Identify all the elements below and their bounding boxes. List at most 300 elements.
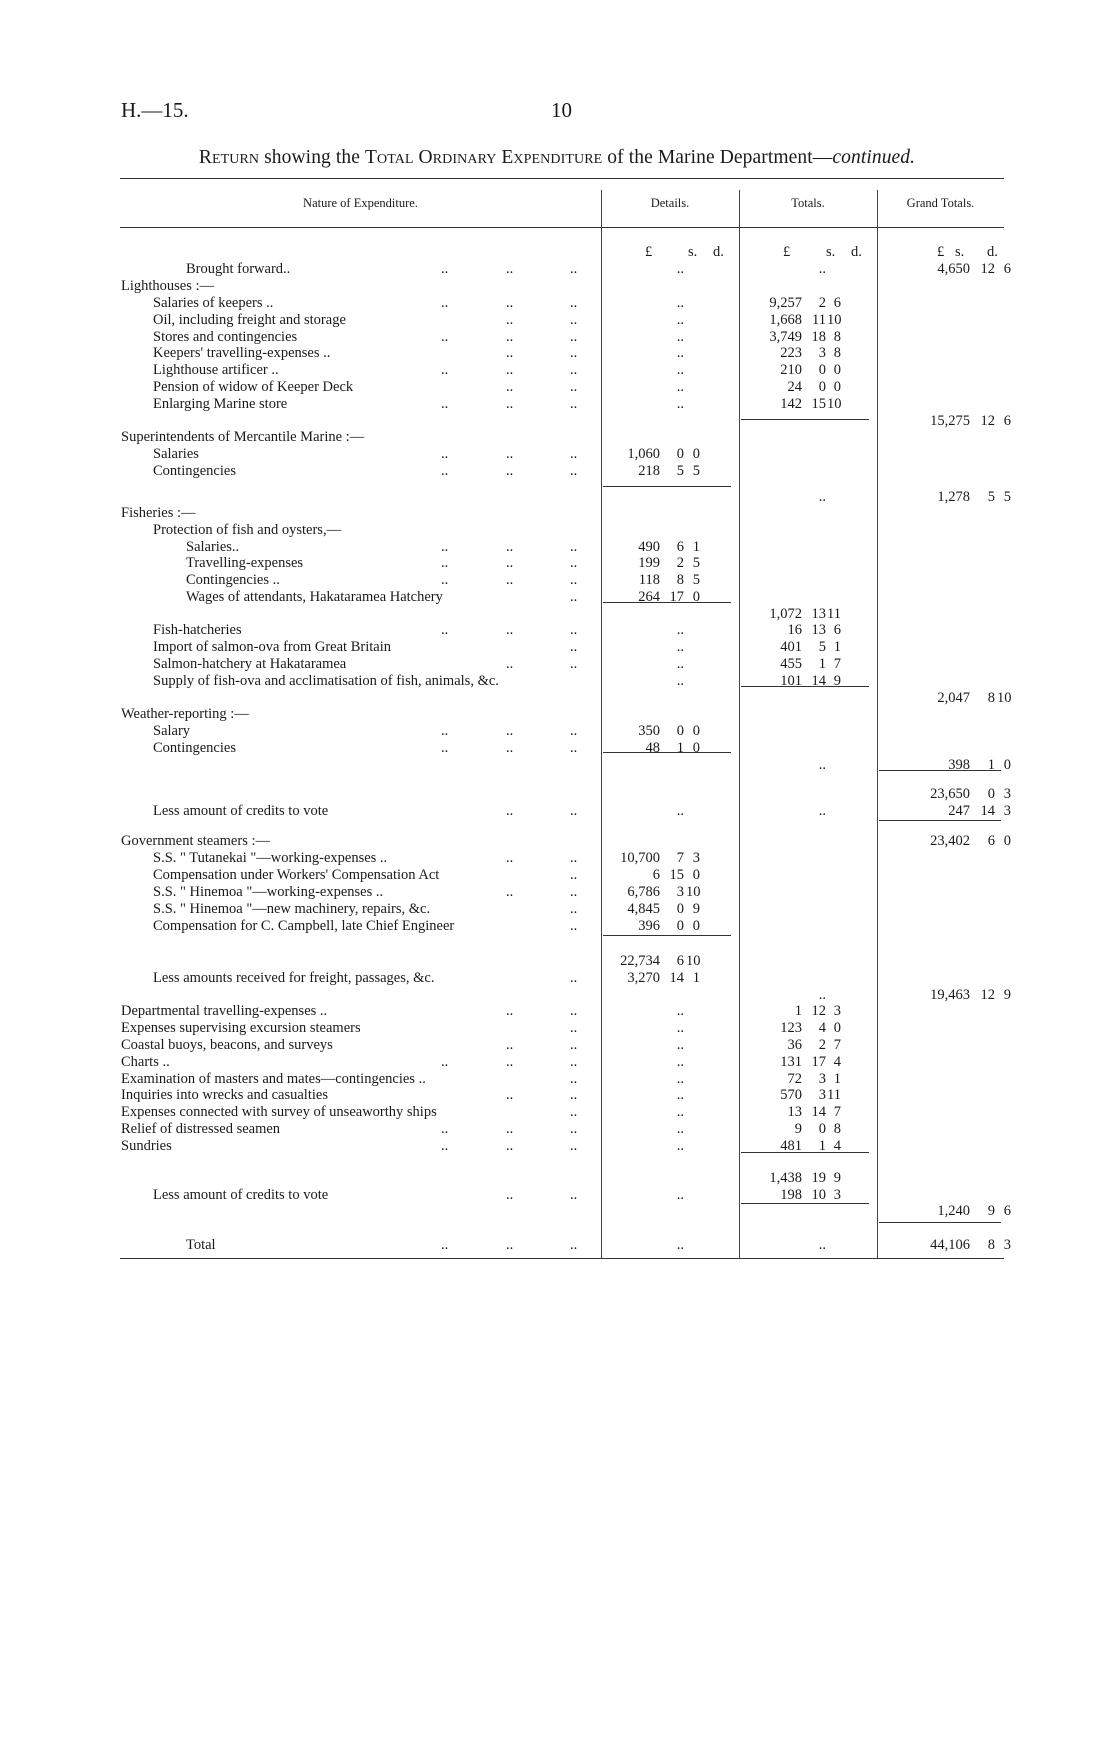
leader-dots: .. (506, 740, 514, 756)
leader-dots: .. (570, 539, 578, 555)
det-leader: .. (676, 1237, 684, 1253)
leader-dots: .. (441, 396, 449, 412)
leader-dots: .. (506, 1037, 514, 1053)
det-pounds: 264 (638, 589, 660, 605)
gr-pence: 9 (1003, 987, 1011, 1003)
det-shillings: 0 (676, 901, 684, 917)
tot-pence: 11 (827, 606, 841, 622)
row-label: Salaries (153, 446, 199, 462)
tot-pounds: 36 (787, 1037, 802, 1053)
leader-dots: .. (506, 572, 514, 588)
det-leader: .. (676, 639, 684, 655)
table-row (0, 429, 1114, 446)
tot-leader: .. (818, 757, 826, 773)
tot-shillings: 12 (811, 1003, 826, 1019)
tot-shillings: 0 (818, 379, 826, 395)
tot-shillings: 1 (818, 1138, 826, 1154)
tot-leader: .. (818, 1237, 826, 1253)
leader-dots: .. (441, 622, 449, 638)
table-row (0, 261, 1114, 278)
gr-pounds: 398 (948, 757, 970, 773)
leader-dots: .. (441, 1138, 449, 1154)
leader-dots: .. (570, 723, 578, 739)
det-leader: .. (676, 1138, 684, 1154)
det-pounds: 490 (638, 539, 660, 555)
table-row (0, 786, 1114, 803)
gr-pounds: 15,275 (930, 413, 970, 429)
leader-dots: .. (506, 884, 514, 900)
det-pounds: 396 (638, 918, 660, 934)
det-shillings: 14 (669, 970, 684, 986)
gr-shillings: 12 (980, 987, 995, 1003)
tot-pence: 3 (833, 1003, 841, 1019)
table-row (0, 1020, 1114, 1037)
leader-dots: .. (506, 656, 514, 672)
gr-pounds: 2,047 (937, 690, 970, 706)
leader-dots: .. (570, 362, 578, 378)
gr-pounds: 4,650 (937, 261, 970, 277)
gr-shillings: 12 (980, 413, 995, 429)
det-pounds: 218 (638, 463, 660, 479)
gr-shillings: 9 (987, 1203, 995, 1219)
tot-pence: 6 (833, 295, 841, 311)
leader-dots: .. (441, 261, 449, 277)
leader-dots: .. (570, 1121, 578, 1137)
leader-dots: .. (506, 1121, 514, 1137)
leader-dots: .. (441, 329, 449, 345)
table-row (0, 1104, 1114, 1121)
tot-pence: 4 (833, 1054, 841, 1070)
tot-pence: 3 (833, 1187, 841, 1203)
table-row (0, 1054, 1114, 1071)
gr-pounds: 23,402 (930, 833, 970, 849)
table-row (0, 379, 1114, 396)
tot-shillings: 5 (818, 639, 826, 655)
row-label: Superintendents of Mercantile Marine :— (121, 429, 365, 445)
grand-pound-unit: £ (937, 244, 945, 260)
det-shillings: 0 (676, 446, 684, 462)
gr-pounds: 19,463 (930, 987, 970, 1003)
tot-pounds: 210 (780, 362, 802, 378)
table-row (0, 1170, 1114, 1187)
gr-shillings: 8 (987, 1237, 995, 1253)
table-row (0, 329, 1114, 346)
row-label: Supply of fish-ova and acclimatisation of fish, animals, &c. (153, 673, 499, 689)
totals-pound-unit: £ (783, 244, 791, 260)
table-row (0, 362, 1114, 379)
leader-dots: .. (441, 362, 449, 378)
gr-shillings: 6 (987, 833, 995, 849)
tot-pence: 11 (827, 1087, 841, 1103)
leader-dots: .. (570, 589, 578, 605)
row-label: Salmon-hatchery at Hakataramea (153, 656, 347, 672)
row-label: Wages of attendants, Hakataramea Hatchery (186, 589, 443, 605)
leader-dots: .. (441, 1237, 449, 1253)
gr-pence: 6 (1003, 261, 1011, 277)
tot-pence: 10 (827, 312, 842, 328)
det-shillings: 3 (676, 884, 684, 900)
table-row (0, 463, 1114, 480)
det-pence: 0 (692, 589, 700, 605)
tot-pounds: 123 (780, 1020, 802, 1036)
table-row (0, 1121, 1114, 1138)
row-label: Protection of fish and oysters,— (153, 522, 342, 538)
table-row (0, 1203, 1114, 1220)
leader-dots: .. (441, 572, 449, 588)
table-row (0, 757, 1114, 774)
det-pounds: 199 (638, 555, 660, 571)
gr-pounds: 44,106 (930, 1237, 970, 1253)
det-pence: 10 (686, 953, 701, 969)
tot-shillings: 2 (818, 1037, 826, 1053)
table-row (0, 555, 1114, 572)
leader-dots: .. (506, 295, 514, 311)
tot-pounds: 198 (780, 1187, 802, 1203)
leader-dots: .. (570, 918, 578, 934)
leader-dots: .. (506, 1187, 514, 1203)
leader-dots: .. (506, 1054, 514, 1070)
det-leader: .. (676, 261, 684, 277)
det-leader: .. (676, 312, 684, 328)
tot-pounds: 72 (787, 1071, 802, 1087)
column-header-totals: Totals. (791, 196, 825, 210)
det-shillings: 15 (669, 867, 684, 883)
det-pence: 0 (692, 723, 700, 739)
det-shillings: 6 (676, 539, 684, 555)
leader-dots: .. (506, 1003, 514, 1019)
det-pence: 0 (692, 446, 700, 462)
det-pounds: 22,734 (620, 953, 660, 969)
leader-dots: .. (506, 261, 514, 277)
gr-pence: 0 (1003, 757, 1011, 773)
table-row (0, 622, 1114, 639)
tot-pounds: 455 (780, 656, 802, 672)
table-row (0, 918, 1114, 935)
det-shillings: 0 (676, 723, 684, 739)
totals-pence-unit: d. (851, 244, 862, 260)
row-label: Fish-hatcheries (153, 622, 242, 638)
page-reference: H.—15. (121, 98, 189, 122)
table-row (0, 901, 1114, 918)
table-row (0, 606, 1114, 623)
tot-pence: 4 (833, 1138, 841, 1154)
tot-pence: 0 (833, 379, 841, 395)
tot-pence: 7 (833, 656, 841, 672)
tot-pounds: 570 (780, 1087, 802, 1103)
row-label: Contingencies (153, 463, 236, 479)
tot-pounds: 1,438 (769, 1170, 802, 1186)
table-row (0, 312, 1114, 329)
tot-pounds: 1 (794, 1003, 802, 1019)
det-pence: 0 (692, 740, 700, 756)
gr-pence: 6 (1003, 1203, 1011, 1219)
leader-dots: .. (570, 884, 578, 900)
leader-dots: .. (570, 622, 578, 638)
leader-dots: .. (506, 539, 514, 555)
det-pounds: 6,786 (627, 884, 660, 900)
leader-dots: .. (441, 446, 449, 462)
det-pence: 5 (692, 463, 700, 479)
det-shillings: 6 (676, 953, 684, 969)
column-header-details: Details. (650, 196, 690, 210)
leader-dots: .. (441, 463, 449, 479)
row-label: Salary (153, 723, 191, 739)
row-label: Enlarging Marine store (153, 396, 288, 412)
det-leader: .. (676, 1121, 684, 1137)
tot-shillings: 1 (818, 656, 826, 672)
leader-dots: .. (570, 901, 578, 917)
det-leader: .. (676, 622, 684, 638)
details-shilling-unit: s. (688, 244, 698, 260)
row-label: Coastal buoys, beacons, and surveys (121, 1037, 333, 1053)
row-label: Compensation for C. Campbell, late Chief Engineer (153, 918, 455, 934)
tot-pence: 8 (833, 345, 841, 361)
row-label: S.S. " Hinemoa "—working-expenses .. (153, 884, 384, 900)
det-leader: .. (676, 362, 684, 378)
tot-pounds: 9,257 (769, 295, 802, 311)
leader-dots: .. (570, 1138, 578, 1154)
table-row (0, 572, 1114, 589)
det-shillings: 5 (676, 463, 684, 479)
det-leader: .. (676, 1187, 684, 1203)
det-pounds: 118 (638, 572, 660, 588)
det-leader: .. (676, 1020, 684, 1036)
det-pence: 1 (692, 539, 700, 555)
leader-dots: .. (570, 396, 578, 412)
tot-pounds: 481 (780, 1138, 802, 1154)
leader-dots: .. (441, 1121, 449, 1137)
gr-pence: 3 (1003, 803, 1011, 819)
row-label: Weather-reporting :— (121, 706, 249, 722)
det-pence: 0 (692, 867, 700, 883)
table-row (0, 970, 1114, 987)
table-row (0, 413, 1114, 430)
row-label: Import of salmon-ova from Great Britain (153, 639, 391, 655)
table-row (0, 1237, 1114, 1254)
row-label: Lighthouse artificer .. (153, 362, 279, 378)
tot-pence: 8 (833, 329, 841, 345)
row-label: Contingencies .. (186, 572, 280, 588)
det-pounds: 4,845 (627, 901, 660, 917)
column-header-grand-totals: Grand Totals. (906, 196, 975, 210)
tot-shillings: 17 (811, 1054, 826, 1070)
det-leader: .. (676, 1037, 684, 1053)
leader-dots: .. (570, 463, 578, 479)
leader-dots: .. (570, 1054, 578, 1070)
tot-pence: 7 (833, 1037, 841, 1053)
gr-pence: 0 (1003, 833, 1011, 849)
det-leader: .. (676, 329, 684, 345)
table-row (0, 396, 1114, 413)
det-pence: 5 (692, 555, 700, 571)
leader-dots: .. (506, 723, 514, 739)
gr-pounds: 247 (948, 803, 970, 819)
row-label: Brought forward.. (186, 261, 291, 277)
tot-shillings: 2 (818, 295, 826, 311)
table-row (0, 673, 1114, 690)
row-label: S.S. " Tutanekai "—working-expenses .. (153, 850, 388, 866)
leader-dots: .. (506, 329, 514, 345)
table-row (0, 1187, 1114, 1204)
tot-pounds: 142 (780, 396, 802, 412)
table-row (0, 1037, 1114, 1054)
leader-dots: .. (570, 656, 578, 672)
tot-pence: 10 (827, 396, 842, 412)
table-row (0, 723, 1114, 740)
det-leader: .. (676, 1003, 684, 1019)
tot-shillings: 0 (818, 1121, 826, 1137)
det-leader: .. (676, 379, 684, 395)
tot-shillings: 18 (811, 329, 826, 345)
gr-shillings: 5 (987, 489, 995, 505)
leader-dots: .. (570, 1071, 578, 1087)
leader-dots: .. (570, 295, 578, 311)
row-label: Inquiries into wrecks and casualties (121, 1087, 328, 1103)
det-pounds: 48 (645, 740, 660, 756)
table-row (0, 706, 1114, 723)
tot-pounds: 24 (787, 379, 802, 395)
det-leader: .. (676, 1054, 684, 1070)
det-leader: .. (676, 656, 684, 672)
row-label: Salaries.. (186, 539, 240, 555)
det-shillings: 17 (669, 589, 684, 605)
row-label: Departmental travelling-expenses .. (121, 1003, 328, 1019)
gr-pence: 6 (1003, 413, 1011, 429)
det-leader: .. (676, 803, 684, 819)
gr-pounds: 1,240 (937, 1203, 970, 1219)
row-label: Examination of masters and mates—contingencies .. (121, 1071, 426, 1087)
gr-pence: 10 (997, 690, 1012, 706)
det-leader: .. (676, 1087, 684, 1103)
table-row (0, 690, 1114, 707)
det-leader: .. (676, 396, 684, 412)
table-row (0, 1003, 1114, 1020)
table-row (0, 1071, 1114, 1088)
table-row (0, 639, 1114, 656)
leader-dots: .. (570, 803, 578, 819)
tot-leader: .. (818, 803, 826, 819)
tot-shillings: 19 (811, 1170, 826, 1186)
gr-shillings: 0 (987, 786, 995, 802)
totals-shilling-unit: s. (826, 244, 836, 260)
leader-dots: .. (570, 850, 578, 866)
tot-pence: 0 (833, 1020, 841, 1036)
table-row (0, 489, 1114, 506)
leader-dots: .. (570, 867, 578, 883)
leader-dots: .. (570, 1237, 578, 1253)
leader-dots: .. (570, 1087, 578, 1103)
det-shillings: 2 (676, 555, 684, 571)
table-row (0, 446, 1114, 463)
leader-dots: .. (570, 740, 578, 756)
leader-dots: .. (570, 1187, 578, 1203)
leader-dots: .. (506, 1087, 514, 1103)
det-pence: 10 (686, 884, 701, 900)
gr-pounds: 23,650 (930, 786, 970, 802)
leader-dots: .. (570, 555, 578, 571)
det-shillings: 8 (676, 572, 684, 588)
leader-dots: .. (506, 803, 514, 819)
leader-dots: .. (570, 312, 578, 328)
row-label: Government steamers :— (121, 833, 270, 849)
leader-dots: .. (506, 1138, 514, 1154)
tot-shillings: 14 (811, 673, 826, 689)
leader-dots: .. (506, 850, 514, 866)
table-row (0, 345, 1114, 362)
table-row (0, 539, 1114, 556)
tot-shillings: 15 (811, 396, 826, 412)
leader-dots: .. (441, 1054, 449, 1070)
table-row (0, 987, 1114, 1004)
leader-dots: .. (570, 329, 578, 345)
det-pounds: 6 (652, 867, 660, 883)
table-row (0, 833, 1114, 850)
table-row (0, 656, 1114, 673)
leader-dots: .. (506, 345, 514, 361)
leader-dots: .. (570, 261, 578, 277)
row-label: Keepers' travelling-expenses .. (153, 345, 331, 361)
det-pence: 3 (692, 850, 700, 866)
tot-pounds: 13 (787, 1104, 802, 1120)
leader-dots: .. (570, 572, 578, 588)
leader-dots: .. (570, 1104, 578, 1120)
row-label: Fisheries :— (121, 505, 196, 521)
table-row (0, 589, 1114, 606)
leader-dots: .. (441, 539, 449, 555)
leader-dots: .. (570, 446, 578, 462)
tot-pence: 7 (833, 1104, 841, 1120)
row-label: Less amount of credits to vote (153, 1187, 329, 1203)
det-leader: .. (676, 345, 684, 361)
grand-shilling-unit: s. (955, 244, 965, 260)
details-pence-unit: d. (713, 244, 724, 260)
gr-shillings: 14 (980, 803, 995, 819)
table-row (0, 953, 1114, 970)
leader-dots: .. (570, 639, 578, 655)
gr-pence: 5 (1003, 489, 1011, 505)
tot-pence: 8 (833, 1121, 841, 1137)
gr-shillings: 12 (980, 261, 995, 277)
tot-pence: 0 (833, 362, 841, 378)
leader-dots: .. (441, 555, 449, 571)
det-pounds: 10,700 (620, 850, 660, 866)
table-row (0, 740, 1114, 757)
tot-shillings: 3 (818, 345, 826, 361)
row-label: Travelling-expenses (186, 555, 304, 571)
grand-pence-unit: d. (987, 244, 998, 260)
details-pound-unit: £ (645, 244, 653, 260)
gr-pence: 3 (1003, 1237, 1011, 1253)
table-row (0, 803, 1114, 820)
tot-pounds: 101 (780, 673, 802, 689)
det-leader: .. (676, 1104, 684, 1120)
leader-dots: .. (570, 1003, 578, 1019)
leader-dots: .. (570, 970, 578, 986)
row-label: Relief of distressed seamen (121, 1121, 281, 1137)
leader-dots: .. (506, 312, 514, 328)
page-number: 10 (551, 98, 572, 122)
leader-dots: .. (570, 1020, 578, 1036)
tot-pounds: 3,749 (769, 329, 802, 345)
leader-dots: .. (441, 740, 449, 756)
det-pounds: 1,060 (627, 446, 660, 462)
tot-pounds: 131 (780, 1054, 802, 1070)
tot-pounds: 401 (780, 639, 802, 655)
det-pence: 1 (692, 970, 700, 986)
title-continued: continued. (832, 147, 916, 168)
det-shillings: 1 (676, 740, 684, 756)
row-label: Less amount of credits to vote (153, 803, 329, 819)
